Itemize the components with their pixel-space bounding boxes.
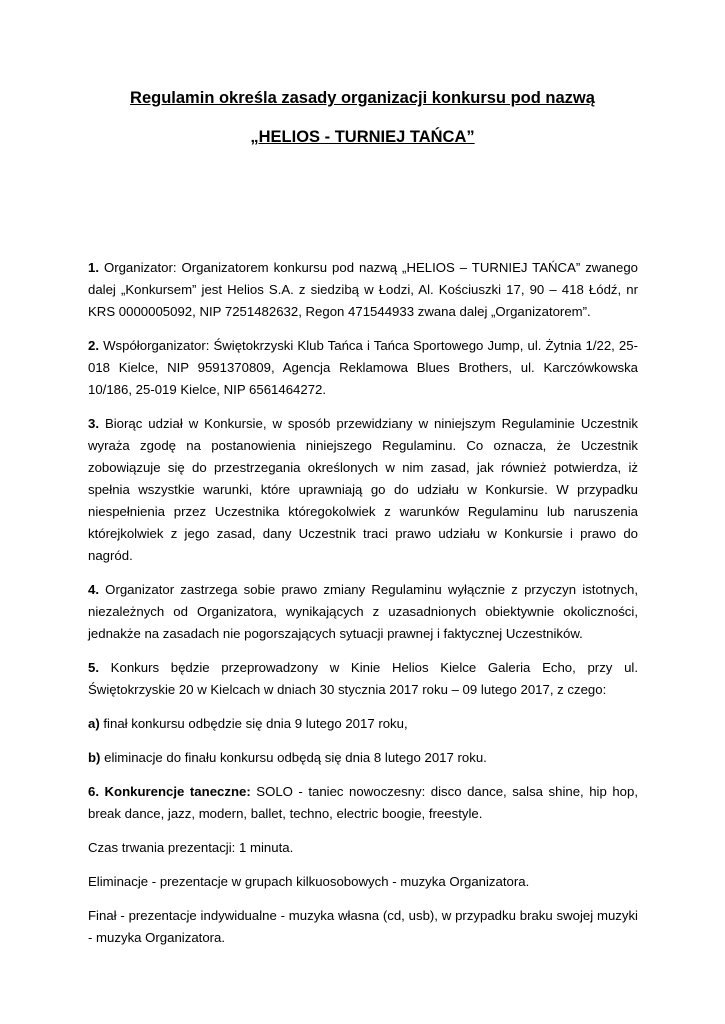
paragraph-text: Biorąc udział w Konkursie, w sposób przewidziany w niniejszym Regulaminie Uczestnik wyraża zgodę na postanowienia niniejszego Regulaminu. Co oznacza, że Uczestnik zobowiązuje się do przestrzegania określonych w nim zasad, jak również potwierdza, iż spełnia wszystkie warunki, które uprawniają go do udziału w Konkursie. W przypadku niespełnienia przez Uczestnika któregokolwiek z warunków Regulaminu lub naruszenia którejkolwiek z jego zasad, dany Uczestnik traci prawo udziału w Konkursie i prawo do nagród. xyxy=(88,416,638,563)
paragraph-3 xyxy=(88,413,638,567)
document-subtitle: „HELIOS - TURNIEJ TAŃCA” xyxy=(250,128,475,146)
paragraph-number: 5. xyxy=(88,660,99,675)
paragraph-2 xyxy=(88,335,638,401)
document-body xyxy=(88,257,638,961)
paragraph-text: Współorganizator: Świętokrzyski Klub Tańca i Tańca Sportowego Jump, ul. Żytnia 1/22, 25-018 Kielce, NIP 9591370809, Agencja Reklamowa Blues Brothers, ul. Karczówkowska 10/186, 25-019 Kielce, NIP 6561464272. xyxy=(88,338,638,397)
paragraph-text: Eliminacje - prezentacje w grupach kilkuosobowych - muzyka Organizatora. xyxy=(88,874,530,889)
paragraph-number: a) xyxy=(88,716,100,731)
document-title: Regulamin określa zasady organizacji konkursu pod nazwą xyxy=(130,89,595,107)
paragraph-number: 6. Konkurencje taneczne: xyxy=(88,784,251,799)
paragraph-text: Czas trwania prezentacji: 1 minuta. xyxy=(88,840,294,855)
paragraph-number: b) xyxy=(88,750,101,765)
paragraph-text: finał konkursu odbędzie się dnia 9 lutego 2017 roku, xyxy=(99,716,408,731)
paragraph-5 xyxy=(88,657,638,701)
paragraph-6 xyxy=(88,781,638,825)
paragraph-1 xyxy=(88,257,638,323)
paragraph-5b xyxy=(88,747,638,769)
paragraph-number: 4. xyxy=(88,582,99,597)
paragraph-eliminations xyxy=(88,871,638,893)
paragraph-final xyxy=(88,905,638,949)
paragraph-5a xyxy=(88,713,638,735)
paragraph-text: Finał - prezentacje indywidualne - muzyka własna (cd, usb), w przypadku braku swojej muzyki - muzyka Organizatora. xyxy=(88,908,638,945)
paragraph-duration xyxy=(88,837,638,859)
paragraph-text: SOLO - taniec nowoczesny: disco dance, salsa shine, hip hop, break dance, jazz, modern, ballet, techno, electric boogie, freestyle. xyxy=(88,784,639,821)
paragraph-text: Organizator: Organizatorem konkursu pod nazwą „HELIOS – TURNIEJ TAŃCA” zwanego dalej „Konkursem” jest Helios S.A. z siedzibą w Łodzi, Al. Kościuszki 17, 90 – 418 Łódź, nr KRS 0000005092, NIP 7251482632, Regon 471544933 zwana dalej „Organizatorem”. xyxy=(88,260,638,319)
paragraph-4 xyxy=(88,579,638,645)
paragraph-number: 2. xyxy=(88,338,99,353)
paragraph-number: 1. xyxy=(88,260,99,275)
paragraph-text: Konkurs będzie przeprowadzony w Kinie Helios Kielce Galeria Echo, przy ul. Świętokrzyskie 20 w Kielcach w dniach 30 stycznia 2017 roku – 09 lutego 2017, z czego: xyxy=(88,660,638,697)
paragraph-text: Organizator zastrzega sobie prawo zmiany Regulaminu wyłącznie z przyczyn istotnych, niezależnych od Organizatora, wynikających z uzasadnionych obiektywnie okoliczności, jednakże na zasadach nie pogorszających sytuacji prawnej i faktycznej Uczestników. xyxy=(88,582,638,641)
paragraph-text: eliminacje do finału konkursu odbędą się dnia 8 lutego 2017 roku. xyxy=(100,750,487,765)
paragraph-number: 3. xyxy=(88,416,99,431)
